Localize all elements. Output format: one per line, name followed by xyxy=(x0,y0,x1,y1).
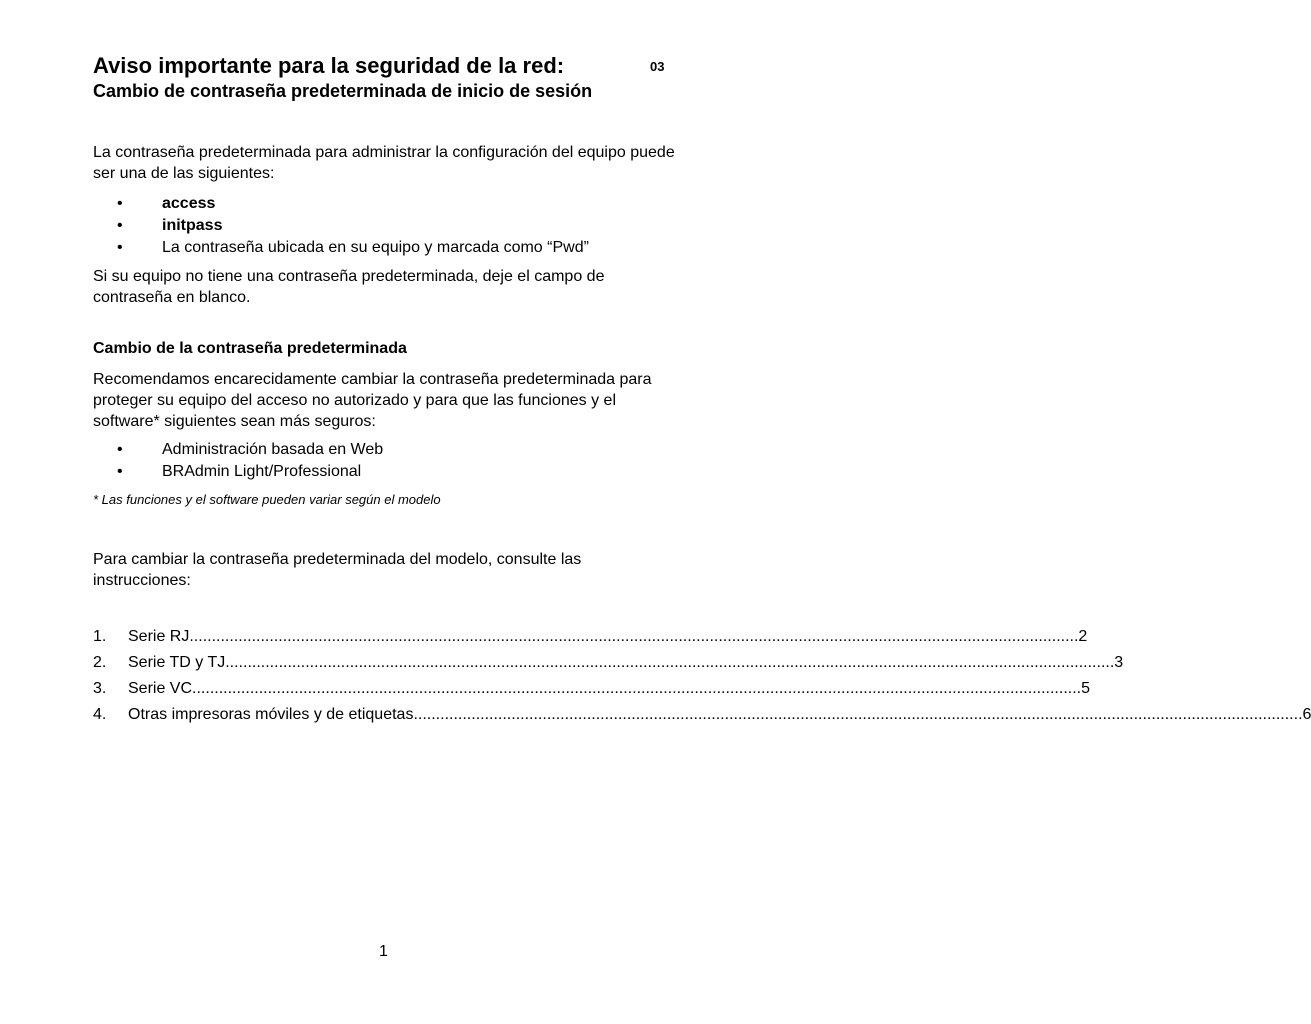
toc-number: 3. xyxy=(93,680,107,697)
secured-features-list xyxy=(93,439,678,483)
section-heading: Cambio de la contraseña predeterminada xyxy=(93,340,407,357)
blank-password-note: Si su equipo no tiene una contraseña predeterminada, deje el campo de contraseña en blanco. xyxy=(93,268,605,306)
bullet-icon: • xyxy=(117,463,123,480)
list-item xyxy=(93,237,678,259)
toc-number: 4. xyxy=(93,706,107,723)
toc-number: 1. xyxy=(93,628,107,645)
list-item-text: access xyxy=(162,195,216,212)
toc-leader: ........................................................................................................................................................................................................ xyxy=(225,654,1115,671)
toc-label: Serie TD y TJ xyxy=(128,654,226,671)
list-item xyxy=(93,439,678,461)
document-code: 03 xyxy=(650,59,665,74)
page-subtitle: Cambio de contraseña predeterminada de inicio de sesión xyxy=(93,81,593,101)
list-item xyxy=(93,193,678,215)
toc-entry-rj[interactable] xyxy=(93,626,1088,652)
toc-leader: ........................................................................................................................................................................................................ xyxy=(189,628,1079,645)
document-page xyxy=(93,0,1311,1024)
recommendation-paragraph: Recomendamos encarecidamente cambiar la contraseña predeterminada para proteger su equipo del acceso no autorizado y para que las funciones y el software* siguientes sean más seguros: xyxy=(93,371,652,430)
bullet-icon: • xyxy=(117,239,123,256)
toc-leader: ........................................................................................................................................................................................................ xyxy=(192,680,1082,697)
toc-leader: ........................................................................................................................................................................................................ xyxy=(413,706,1303,723)
toc-page-number: 5 xyxy=(1081,680,1090,697)
toc-page-number: 2 xyxy=(1078,628,1088,645)
instructions-paragraph: Para cambiar la contraseña predeterminada del modelo, consulte las instrucciones: xyxy=(93,551,582,589)
bullet-icon: • xyxy=(117,217,123,234)
toc-entry-vc[interactable] xyxy=(93,678,1090,704)
toc-page-number: 3 xyxy=(1114,654,1124,671)
toc-entry-other-printers[interactable] xyxy=(93,704,1311,730)
list-item-text: BRAdmin Light/Professional xyxy=(162,463,362,480)
toc-entry-td-tj[interactable] xyxy=(93,652,1124,678)
intro-paragraph: La contraseña predeterminada para administrar la configuración del equipo puede ser una de las siguientes: xyxy=(93,144,675,182)
table-of-contents xyxy=(93,626,1311,730)
toc-label: Otras impresoras móviles y de etiquetas xyxy=(128,706,414,723)
toc-label: Serie VC xyxy=(128,680,193,697)
page-title: Aviso importante para la seguridad de la red: xyxy=(93,53,565,78)
title-row xyxy=(93,52,678,82)
toc-label: Serie RJ xyxy=(128,628,190,645)
list-item xyxy=(93,461,678,483)
list-item xyxy=(93,215,678,237)
footnote: * Las funciones y el software pueden variar según el modelo xyxy=(93,492,441,507)
toc-number: 2. xyxy=(93,654,107,671)
list-item-text: initpass xyxy=(162,217,223,234)
bullet-icon: • xyxy=(117,441,123,458)
page-number: 1 xyxy=(379,943,388,960)
list-item-text: La contraseña ubicada en su equipo y marcada como “Pwd” xyxy=(162,239,589,256)
default-password-list xyxy=(93,193,678,259)
list-item-text: Administración basada en Web xyxy=(162,441,384,458)
bullet-icon: • xyxy=(117,195,123,212)
toc-page-number: 6 xyxy=(1302,706,1311,723)
